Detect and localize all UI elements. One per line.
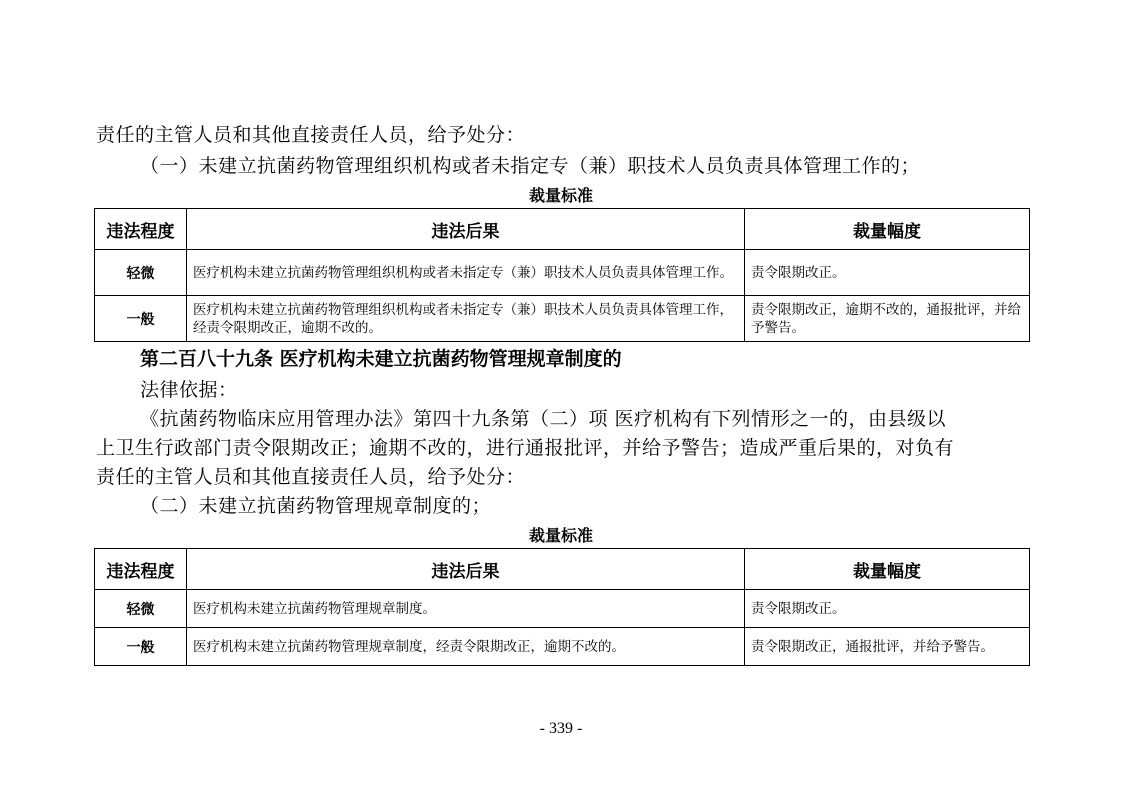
paragraph-line: （一）未建立抗菌药物管理组织机构或者未指定专（兼）职技术人员负责具体管理工作的； — [140, 155, 921, 177]
level-cell: 一般 — [95, 628, 187, 666]
range-cell: 责令限期改正。 — [745, 590, 1030, 628]
table-caption: 裁量标准 — [528, 186, 593, 205]
paragraph-line: （二）未建立抗菌药物管理规章制度的； — [140, 495, 492, 517]
table-header-row — [95, 549, 1030, 590]
table-row — [95, 250, 1030, 296]
article-title: 第二百八十九条 医疗机构未建立抗菌药物管理规章制度的 — [140, 348, 622, 370]
paragraph-line: 《抗菌药物临床应用管理办法》第四十九条第（二）项 医疗机构有下列情形之一的，由县级以 — [140, 408, 947, 430]
table-row — [95, 628, 1030, 666]
consequence-cell: 医疗机构未建立抗菌药物管理组织机构或者未指定专（兼）职技术人员负责具体管理工作。 — [187, 250, 745, 296]
consequence-cell: 医疗机构未建立抗菌药物管理规章制度，经责令限期改正，逾期不改的。 — [187, 628, 745, 666]
level-cell: 轻微 — [95, 250, 187, 296]
consequence-cell: 医疗机构未建立抗菌药物管理规章制度。 — [187, 590, 745, 628]
standard-table-1 — [94, 208, 1030, 342]
consequence-cell: 医疗机构未建立抗菌药物管理组织机构或者未指定专（兼）职技术人员负责具体管理工作，经责令限期改正，逾期不改的。 — [187, 296, 745, 342]
column-header: 违法程度 — [95, 209, 187, 250]
level-cell: 一般 — [95, 296, 187, 342]
paragraph-line: 上卫生行政部门责令限期改正；逾期不改的，进行通报批评，并给予警告；造成严重后果的，对负有 — [96, 437, 955, 459]
paragraph-line: 责任的主管人员和其他直接责任人员，给予处分： — [96, 466, 526, 488]
table-row — [95, 296, 1030, 342]
column-header: 裁量幅度 — [745, 209, 1030, 250]
table-header-row — [95, 209, 1030, 250]
range-cell: 责令限期改正，逾期不改的，通报批评，并给予警告。 — [745, 296, 1030, 342]
page-number: - 339 - — [539, 720, 583, 737]
column-header: 违法程度 — [95, 549, 187, 590]
basis-label: 法律依据： — [140, 379, 238, 401]
column-header: 裁量幅度 — [745, 549, 1030, 590]
range-cell: 责令限期改正，通报批评，并给予警告。 — [745, 628, 1030, 666]
standard-table-2 — [94, 548, 1030, 666]
range-cell: 责令限期改正。 — [745, 250, 1030, 296]
table-row — [95, 590, 1030, 628]
table-caption: 裁量标准 — [528, 526, 593, 545]
paragraph-line: 责任的主管人员和其他直接责任人员，给予处分： — [96, 124, 526, 146]
level-cell: 轻微 — [95, 590, 187, 628]
column-header: 违法后果 — [187, 549, 745, 590]
column-header: 违法后果 — [187, 209, 745, 250]
